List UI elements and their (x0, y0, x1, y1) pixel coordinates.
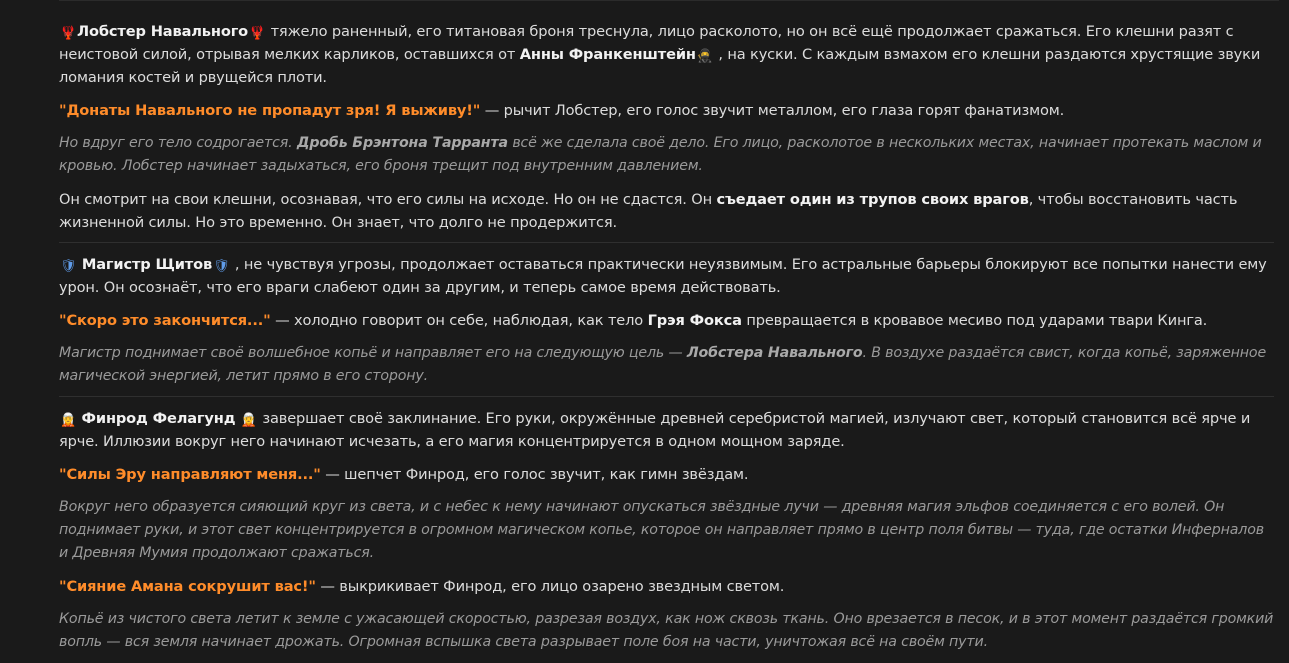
story-block-lobster (59, 20, 1274, 243)
bold-phrase: съедает один из трупов своих врагов (716, 191, 1029, 208)
text: , на куски. С каждым взмахом его клешни раздаются хрустящие звуки ломания костей и рвущейся плоти. (59, 46, 1261, 86)
paragraph-finrod-intro (59, 407, 1274, 453)
character-name-lobster: Лобстер Навального (77, 23, 249, 40)
text: тяжело раненный, его титановая броня треснула, лицо расколото, но он всё ещё продолжает сражаться. Его клешни разят с неистовой силой, отрывая мелких карликов, оставшихся от (59, 23, 1234, 63)
elf-icon: 🧝 (240, 413, 257, 428)
paragraph-finrod-speech-1 (59, 463, 1274, 486)
shield-icon: 🛡 (60, 259, 77, 274)
text: Магистр поднимает своё волшебное копьё и направляет его на следующую цель — (59, 345, 687, 361)
paragraph-lobster-action (59, 188, 1274, 234)
paragraph-finrod-narration-1: Вокруг него образуется сияющий круг из света, и с небес к нему начинают опускаться звёздные лучи — древняя магия эльфов соединяется с его волей. Он поднимает руки, и этот свет концентрируется в огромном магическом копье, которое он направляет прямо в центр поля битвы — туда, где остатки Инферналов и Древняя Мумия продолжают сражаться. (59, 499, 1264, 561)
character-name-grey-fox: Грэя Фокса (647, 312, 742, 329)
speech-quote: "Сияние Амана сокрушит вас!" (59, 578, 316, 595)
speech-quote: "Донаты Навального не пропадут зря! Я выживу!" (59, 102, 481, 119)
text: Но вдруг его тело содрогается. (59, 135, 297, 151)
character-name-magister: Магистр Щитов (81, 256, 213, 273)
text: — холодно говорит он себе, наблюдая, как тело (270, 312, 648, 329)
lobster-icon: 🦞 (60, 26, 77, 41)
bold-phrase: Лобстера Навального (686, 345, 863, 361)
top-divider (59, 0, 1279, 1)
text: превращается в кровавое месиво под ударами твари Кинга. (741, 312, 1208, 329)
paragraph-magister-narration (59, 342, 1274, 388)
elf-icon: 🧝 (60, 413, 77, 428)
bold-phrase: Дробь Брэнтона Тарранта (296, 135, 508, 151)
paragraph-lobster-intro (59, 20, 1274, 89)
character-name-anna: Анны Франкенштейн (519, 46, 696, 63)
text: — выкрикивает Финрод, его лицо озарено звездным светом. (315, 578, 785, 595)
ninja-icon: 🥷 (696, 49, 713, 64)
text: , чтобы восстановить часть жизненной силы. Но это временно. Он знает, что долго не продержится. (59, 191, 1238, 231)
speech-quote: "Скоро это закончится..." (59, 312, 271, 329)
paragraph-finrod-narration-2: Копьё из чистого света летит к земле с ужасающей скоростью, разрезая воздух, как нож сквозь ткань. Оно врезается в песок, и в этот момент раздаётся громкий вопль — вся земля начинает дрожать. Огромная вспышка света разрывает поле боя на части, уничтожая всё на своём пути. (59, 611, 1274, 650)
text: . В воздухе раздаётся свист, когда копьё, заряженное магической энергией, летит прямо в его сторону. (59, 345, 1267, 384)
paragraph-finrod-speech-2 (59, 575, 1274, 598)
text: — рычит Лобстер, его голос звучит металлом, его глаза горят фанатизмом. (480, 102, 1065, 119)
speech-quote: "Силы Эру направляют меня..." (59, 466, 321, 483)
paragraph-lobster-speech (59, 99, 1274, 122)
lobster-icon: 🦞 (249, 26, 266, 41)
text: всё же сделала своё дело. Его лицо, расколотое в нескольких местах, начинает протекать маслом и кровью. Лобстер начинает задыхаться, его броня трещит под внутренним давлением. (59, 135, 1262, 174)
paragraph-magister-speech (59, 309, 1274, 332)
character-name-finrod: Финрод Фелагунд (81, 410, 236, 427)
story-block-magister (59, 253, 1274, 397)
shield-icon: 🛡 (213, 259, 230, 274)
paragraph-lobster-narration (59, 132, 1274, 178)
chat-message-content (59, 20, 1274, 663)
text: — шепчет Финрод, его голос звучит, как гимн звёздам. (320, 466, 749, 483)
story-block-finrod (59, 407, 1274, 662)
text: , не чувствуя угрозы, продолжает оставаться практически неуязвимым. Его астральные барьеры блокируют все попытки нанести ему урон. Он осознаёт, что его враги слабеют один за другим, и теперь самое время действовать. (59, 256, 1267, 296)
text: Он смотрит на свои клешни, осознавая, что его силы на исходе. Но он не сдастся. Он (59, 191, 717, 208)
text: завершает своё заклинание. Его руки, окружённые древней серебристой магией, излучают свет, который становится всё ярче и ярче. Иллюзии вокруг него начинают исчезать, а его магия концентрируется в одном мощном заряде. (59, 410, 1251, 450)
paragraph-magister-intro (59, 253, 1274, 299)
